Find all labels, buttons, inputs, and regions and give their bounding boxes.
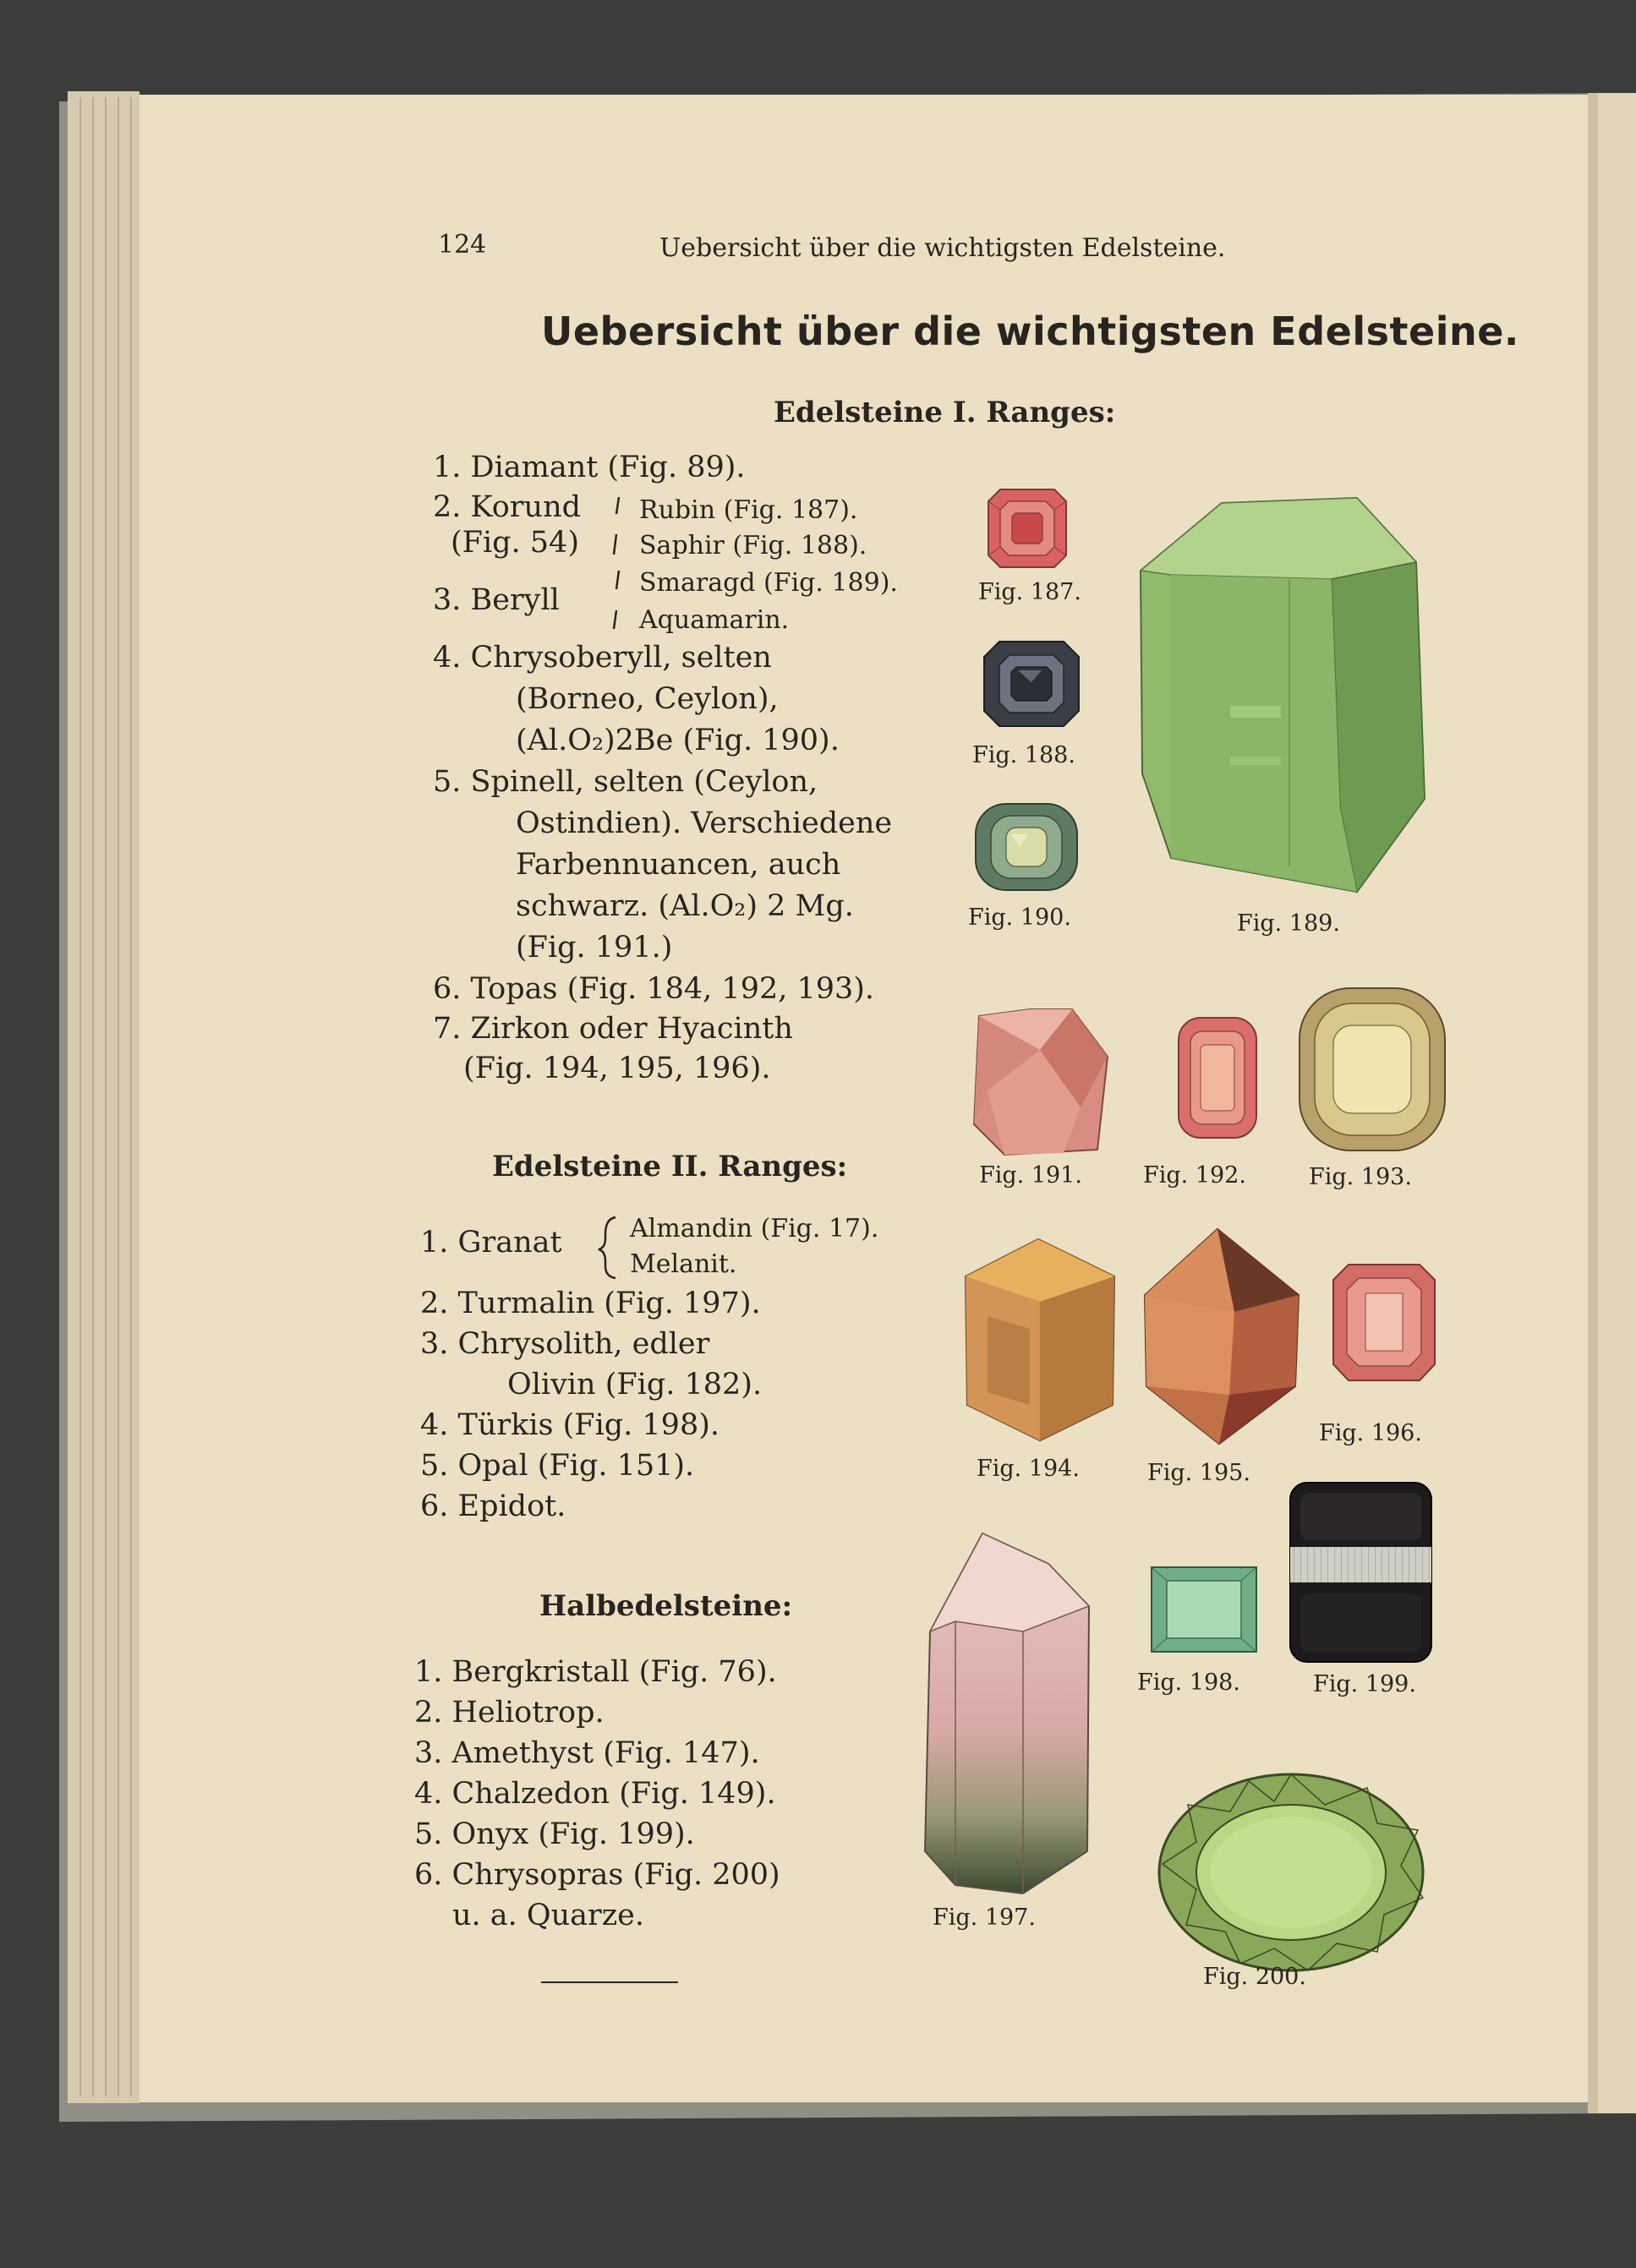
list-item: u. a. Quarze. <box>452 1899 645 1932</box>
list-item: Farbennuancen, auch <box>516 848 841 882</box>
figure-caption: Fig. 196. <box>1319 1420 1422 1446</box>
page-number: 124 <box>438 230 487 260</box>
list-item: 2. Korund <box>433 490 582 524</box>
section-heading-3: Halbedelsteine: <box>539 1589 793 1623</box>
list-subitem: Saphir (Fig. 188). <box>639 531 867 560</box>
sapphire-illustration <box>981 638 1082 730</box>
list-item: 4. Chrysoberyll, selten <box>433 641 772 675</box>
list-item: Ostindien). Verschiedene <box>516 806 893 840</box>
chrysoprase-illustration <box>1156 1771 1426 1974</box>
figure-caption: Fig. 200. <box>1203 1964 1306 1990</box>
list-item: 1. Granat <box>420 1226 562 1260</box>
figure-caption: Fig. 190. <box>968 904 1071 931</box>
section-heading-2: Edelsteine II. Ranges: <box>492 1150 848 1183</box>
list-subitem: Smaragd (Fig. 189). <box>639 568 898 598</box>
figure-caption: Fig. 194. <box>977 1456 1080 1482</box>
tourmaline-illustration <box>922 1530 1095 1898</box>
list-item: (Al.O₂)2Be (Fig. 190). <box>516 724 840 757</box>
turquoise-illustration <box>1148 1564 1260 1655</box>
list-item: 2. Turmalin (Fig. 197). <box>420 1287 761 1320</box>
list-item: 4. Türkis (Fig. 198). <box>420 1408 720 1442</box>
list-item: (Fig. 54) <box>451 526 579 560</box>
list-subitem: Almandin (Fig. 17). <box>630 1214 879 1243</box>
figure-caption: Fig. 187. <box>978 579 1081 605</box>
list-subitem: Melanit. <box>630 1249 737 1279</box>
topaz-yellow-illustration <box>1296 985 1448 1154</box>
zircon-illustration <box>962 1236 1119 1443</box>
list-item: schwarz. (Al.O₂) 2 Mg. <box>516 889 854 923</box>
chrysoberyl-illustration <box>972 801 1081 894</box>
list-item: 3. Beryll <box>433 583 560 617</box>
topaz-pink-illustration <box>1175 1014 1260 1141</box>
list-item: 1. Diamant (Fig. 89). <box>433 451 746 484</box>
list-item: (Borneo, Ceylon), <box>516 682 779 716</box>
list-item: 4. Chalzedon (Fig. 149). <box>414 1777 776 1811</box>
figure-caption: Fig. 195. <box>1147 1460 1250 1486</box>
figure-caption: Fig. 199. <box>1313 1671 1416 1697</box>
emerald-illustration <box>1137 495 1433 900</box>
list-item: 3. Chrysolith, edler <box>420 1327 710 1361</box>
ruby-illustration <box>985 486 1070 571</box>
section-heading-1: Edelsteine I. Ranges: <box>774 396 1116 429</box>
list-item: 7. Zirkon oder Hyacinth <box>433 1012 793 1046</box>
list-item: 6. Topas (Fig. 184, 192, 193). <box>433 972 875 1006</box>
figure-caption: Fig. 191. <box>979 1162 1082 1189</box>
figure-caption: Fig. 189. <box>1237 910 1340 937</box>
list-item: 5. Opal (Fig. 151). <box>420 1449 695 1483</box>
page-title: Uebersicht über die wichtigsten Edelsteine. <box>541 309 1519 354</box>
running-title: Uebersicht über die wichtigsten Edelsteine. <box>659 233 1226 263</box>
list-item: 2. Heliotrop. <box>414 1696 605 1730</box>
onyx-illustration <box>1287 1479 1435 1665</box>
zircon-brown-illustration <box>1141 1226 1302 1447</box>
list-subitem: Rubin (Fig. 187). <box>639 495 858 525</box>
list-item: 5. Onyx (Fig. 199). <box>414 1817 695 1851</box>
figure-caption: Fig. 192. <box>1143 1162 1246 1189</box>
list-item: (Fig. 191.) <box>516 931 673 965</box>
spinel-illustration <box>971 1006 1114 1158</box>
figure-caption: Fig. 198. <box>1137 1670 1240 1696</box>
figure-caption: Fig. 193. <box>1309 1164 1412 1190</box>
list-item: 1. Bergkristall (Fig. 76). <box>414 1655 777 1689</box>
figure-caption: Fig. 188. <box>972 742 1075 768</box>
figure-caption: Fig. 197. <box>933 1905 1036 1931</box>
list-item: 3. Amethyst (Fig. 147). <box>414 1736 760 1770</box>
list-item: 6. Epidot. <box>420 1489 566 1523</box>
list-item: 6. Chrysopras (Fig. 200) <box>414 1858 780 1892</box>
zircon-pink-illustration <box>1330 1261 1438 1384</box>
list-item: Olivin (Fig. 182). <box>507 1368 763 1402</box>
list-item: 5. Spinell, selten (Ceylon, <box>433 765 818 799</box>
list-subitem: Aquamarin. <box>639 605 790 635</box>
list-item: (Fig. 194, 195, 196). <box>463 1052 771 1085</box>
